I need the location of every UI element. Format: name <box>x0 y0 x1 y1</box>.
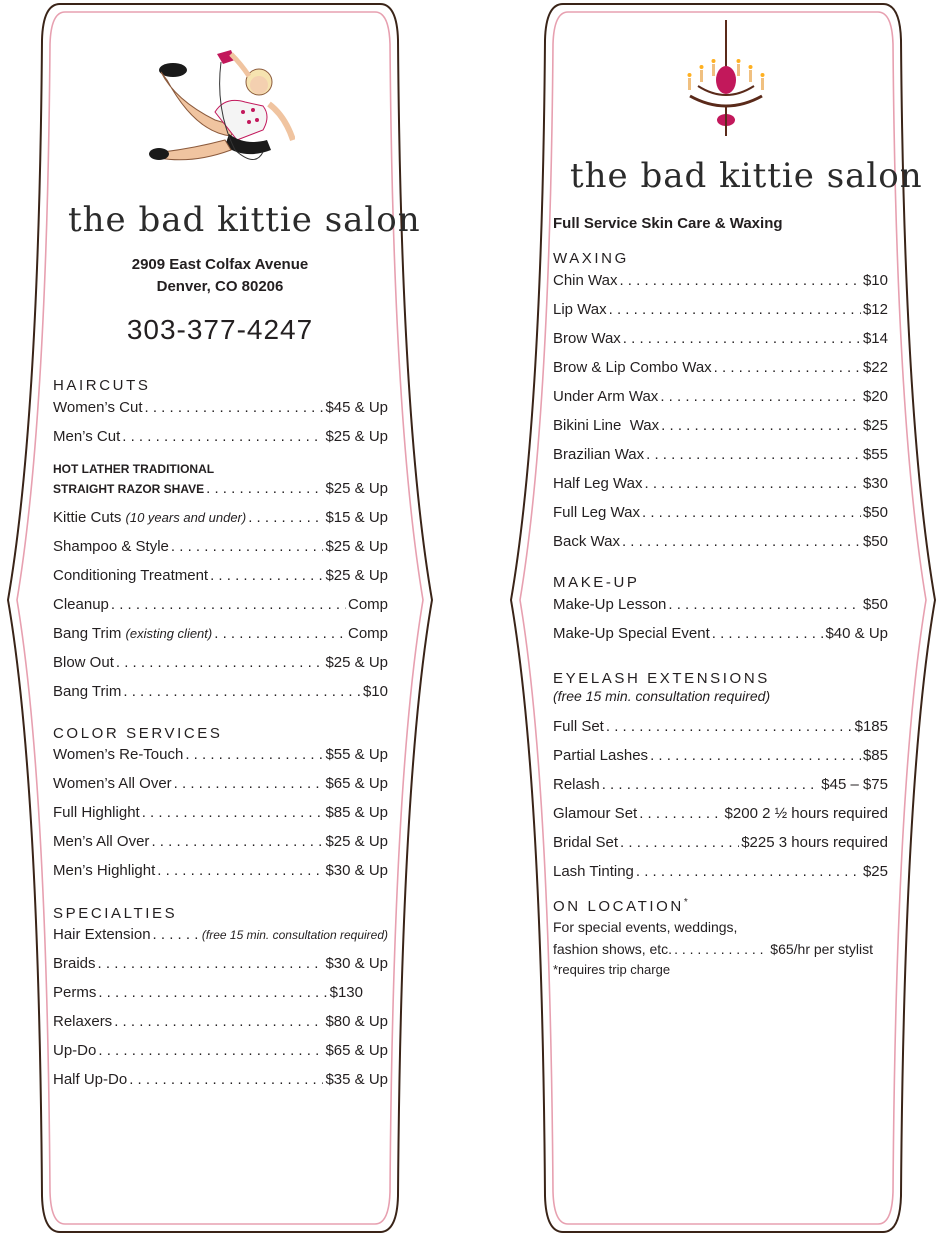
menu-item: Braids . . . $30 & Up <box>53 954 388 974</box>
address <box>55 254 385 298</box>
menu-item: Partial Lashes . . . $85 <box>553 746 888 766</box>
menu-item: Conditioning Treatment . . . $25 & Up <box>53 566 388 586</box>
menu-item: Perms . . . $130 <box>53 983 363 1003</box>
menu-item: Bridal Set . . . $225 3 hours required <box>553 833 888 853</box>
menu-item: Women’s All Over . . . $65 & Up <box>53 774 388 794</box>
menu-item: Half Leg Wax . . . $30 <box>553 474 888 494</box>
address-line-2: Denver, CO 80206 <box>156 278 284 295</box>
menu-item: Women’s Re-Touch . . . $55 & Up <box>53 745 388 765</box>
pinup-girl-hairdryer-illustration <box>145 40 295 170</box>
right-menu-card <box>508 0 938 1236</box>
menu-item: Make-Up Lesson . . . $50 <box>553 595 888 615</box>
section-title-on-location: ON LOCATION* <box>553 897 691 915</box>
menu-item: Kittie Cuts (10 years and under) . . . $15 & Up <box>53 508 388 528</box>
section-subtitle: (free 15 min. consultation required) <box>553 688 771 704</box>
menu-item: fashion shows, etc. . . . $65/hr per stylist <box>553 939 873 959</box>
brand-logo-text: the bad kittie salon <box>570 156 923 196</box>
section-title-color-services: COLOR SERVICES <box>53 725 223 742</box>
section-title-waxing: WAXING <box>553 250 629 267</box>
menu-item: Bikini Line Wax . . . $25 <box>553 416 888 436</box>
menu-item: Cleanup . . . Comp <box>53 595 388 615</box>
left-menu-card <box>5 0 435 1236</box>
menu-item: Men’s All Over . . . $25 & Up <box>53 832 388 852</box>
menu-item: Back Wax . . . $50 <box>553 532 888 552</box>
menu-item: Full Set . . . $185 <box>553 717 888 737</box>
address-line-1: 2909 East Colfax Avenue <box>131 256 309 273</box>
menu-item: Relaxers . . . $80 & Up <box>53 1012 388 1032</box>
menu-item: Up-Do . . . $65 & Up <box>53 1041 388 1061</box>
menu-item: Under Arm Wax . . . $20 <box>553 387 888 407</box>
section-title-specialties: SPECIALTIES <box>53 905 178 922</box>
menu-item: Brazilian Wax . . . $55 <box>553 445 888 465</box>
brand-logo-text: the bad kittie salon <box>68 200 421 240</box>
menu-item: Bang Trim (existing client) . . . Comp <box>53 624 388 644</box>
menu-item: Women’s Cut . . . $45 & Up <box>53 398 388 418</box>
menu-item: Brow Wax . . . $14 <box>553 329 888 349</box>
menu-item: Brow & Lip Combo Wax . . . $22 <box>553 358 888 378</box>
footnote: *requires trip charge <box>553 962 671 977</box>
menu-item: Shampoo & Style . . . $25 & Up <box>53 537 388 557</box>
menu-item: Lash Tinting . . . $25 <box>553 862 888 882</box>
phone-number: 303-377-4247 <box>126 314 314 345</box>
menu-item: Hair Extension . . . (free 15 min. consultation required) <box>53 925 388 945</box>
menu-item: Make-Up Special Event . . . $40 & Up <box>553 624 888 644</box>
menu-item: Chin Wax . . . $10 <box>553 271 888 291</box>
menu-item-name-line1: HOT LATHER TRADITIONAL <box>53 462 215 476</box>
menu-item: Men’s Cut . . . $25 & Up <box>53 427 388 447</box>
page-heading: Full Service Skin Care & Waxing <box>553 215 783 232</box>
menu-item: Glamour Set . . . $200 2 ½ hours required <box>553 804 888 824</box>
menu-item: STRAIGHT RAZOR SHAVE . . . $25 & Up <box>53 479 388 499</box>
section-title-make-up: MAKE-UP <box>553 574 640 591</box>
menu-item: Half Up-Do . . . $35 & Up <box>53 1070 388 1090</box>
menu-item: Men’s Highlight . . . $30 & Up <box>53 861 388 881</box>
menu-item: Blow Out . . . $25 & Up <box>53 653 388 673</box>
menu-item: Bang Trim . . . $10 <box>53 682 388 702</box>
menu-item: Full Leg Wax . . . $50 <box>553 503 888 523</box>
section-title-eyelash-extensions: EYELASH EXTENSIONS <box>553 670 770 687</box>
menu-item: Relash . . . $45 – $75 <box>553 775 888 795</box>
menu-item: Lip Wax . . . $12 <box>553 300 888 320</box>
chandelier-illustration <box>680 20 772 140</box>
menu-item: Full Highlight . . . $85 & Up <box>53 803 388 823</box>
section-title-haircuts: HAIRCUTS <box>53 377 151 394</box>
location-description: For special events, weddings, <box>553 919 738 935</box>
